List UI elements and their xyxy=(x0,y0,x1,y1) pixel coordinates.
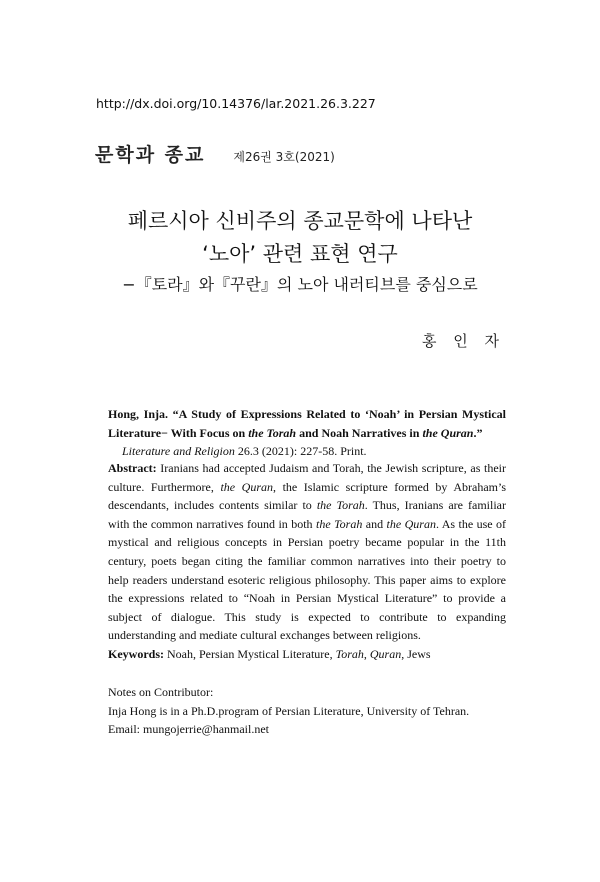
author-name: 홍 인 자 xyxy=(421,332,505,350)
abstract-text-5: . As the use of mystical and religious concepts in Persian poetry became popular in the 11th century, poets began citing the familiar common narratives into their poetry to help readers understand esoteric religious philosophy. This paper aims to explore the expressions related to “Noah in Persian Mystical Literature” to provide a subject of dialogue. This study is expected to contribute to expanding understanding and mediate cultural exchanges between religions. xyxy=(108,516,507,643)
citation-journal: Literature and Religion xyxy=(122,444,235,459)
keywords-torah: Torah xyxy=(335,647,364,661)
citation-title-a: “A Study of Expressions Related to ‘Noah’ in Persian Mystical Literature xyxy=(108,407,507,440)
keywords-label: Keywords: xyxy=(108,647,164,661)
paper-subtitle: −『토라』와『꾸란』의 노아 내러티브를 중심으로 xyxy=(122,275,478,294)
journal-issue: 제26권 3호(2021) xyxy=(233,150,335,164)
contributor-notes xyxy=(108,683,506,739)
abstract-label: Abstract: xyxy=(108,461,157,475)
keywords-text-1: Noah, Persian Mystical Literature, xyxy=(164,647,336,661)
notes-affiliation: Inja Hong is in a Ph.D.program of Persian Literature, University of Tehran. xyxy=(108,703,470,718)
citation-title-end: .” xyxy=(473,425,483,440)
keywords xyxy=(108,645,506,664)
abstract-quran-2: the Quran xyxy=(386,516,436,531)
abstract-torah-1: the Torah xyxy=(316,498,365,513)
citation-title-quran: the Quran xyxy=(422,425,474,440)
citation-title-dash: − xyxy=(161,425,168,440)
citation xyxy=(108,405,506,461)
paper-title-line-1: 페르시아 신비주의 종교문학에 나타난 xyxy=(127,209,473,233)
journal-logo: 문학과 종교 xyxy=(95,144,206,166)
abstract-quran-1: the Quran xyxy=(220,479,273,494)
notes-email[interactable]: Email: mungojerrie@hanmail.net xyxy=(108,722,270,737)
citation-author: Hong, Inja. xyxy=(108,407,168,421)
abstract-torah-2: the Torah xyxy=(315,516,363,531)
keywords-text-3: , Jews xyxy=(401,647,431,661)
citation-title-b: With Focus on xyxy=(167,425,249,440)
abstract-text-1: Iranians had accepted Judaism and Torah, the Jewish scripture, as their culture. Furthermore, xyxy=(108,461,506,494)
citation-details: 26.3 (2021): 227-58. Print. xyxy=(234,444,367,459)
paper-title-line-2: ‘노아’ 관련 표현 연구 xyxy=(202,242,398,266)
citation-title-torah: the Torah xyxy=(248,425,297,440)
keywords-quran: Quran xyxy=(369,647,402,661)
citation-title-c: and Noah Narratives in xyxy=(296,425,423,440)
notes-heading: Notes on Contributor: xyxy=(108,685,214,699)
journal-header xyxy=(95,140,335,167)
abstract-text-4: and xyxy=(362,516,387,531)
keywords-text-2: , xyxy=(363,647,370,661)
abstract-text-3: . Thus, Iranians are familiar with the common narratives found in both xyxy=(108,498,507,531)
doi-link[interactable]: http://dx.doi.org/10.14376/lar.2021.26.3.227 xyxy=(96,96,376,111)
abstract xyxy=(108,459,506,645)
abstract-text-2: , the Islamic scripture formed by Abraham’s descendants, includes contents similar to xyxy=(108,479,506,513)
